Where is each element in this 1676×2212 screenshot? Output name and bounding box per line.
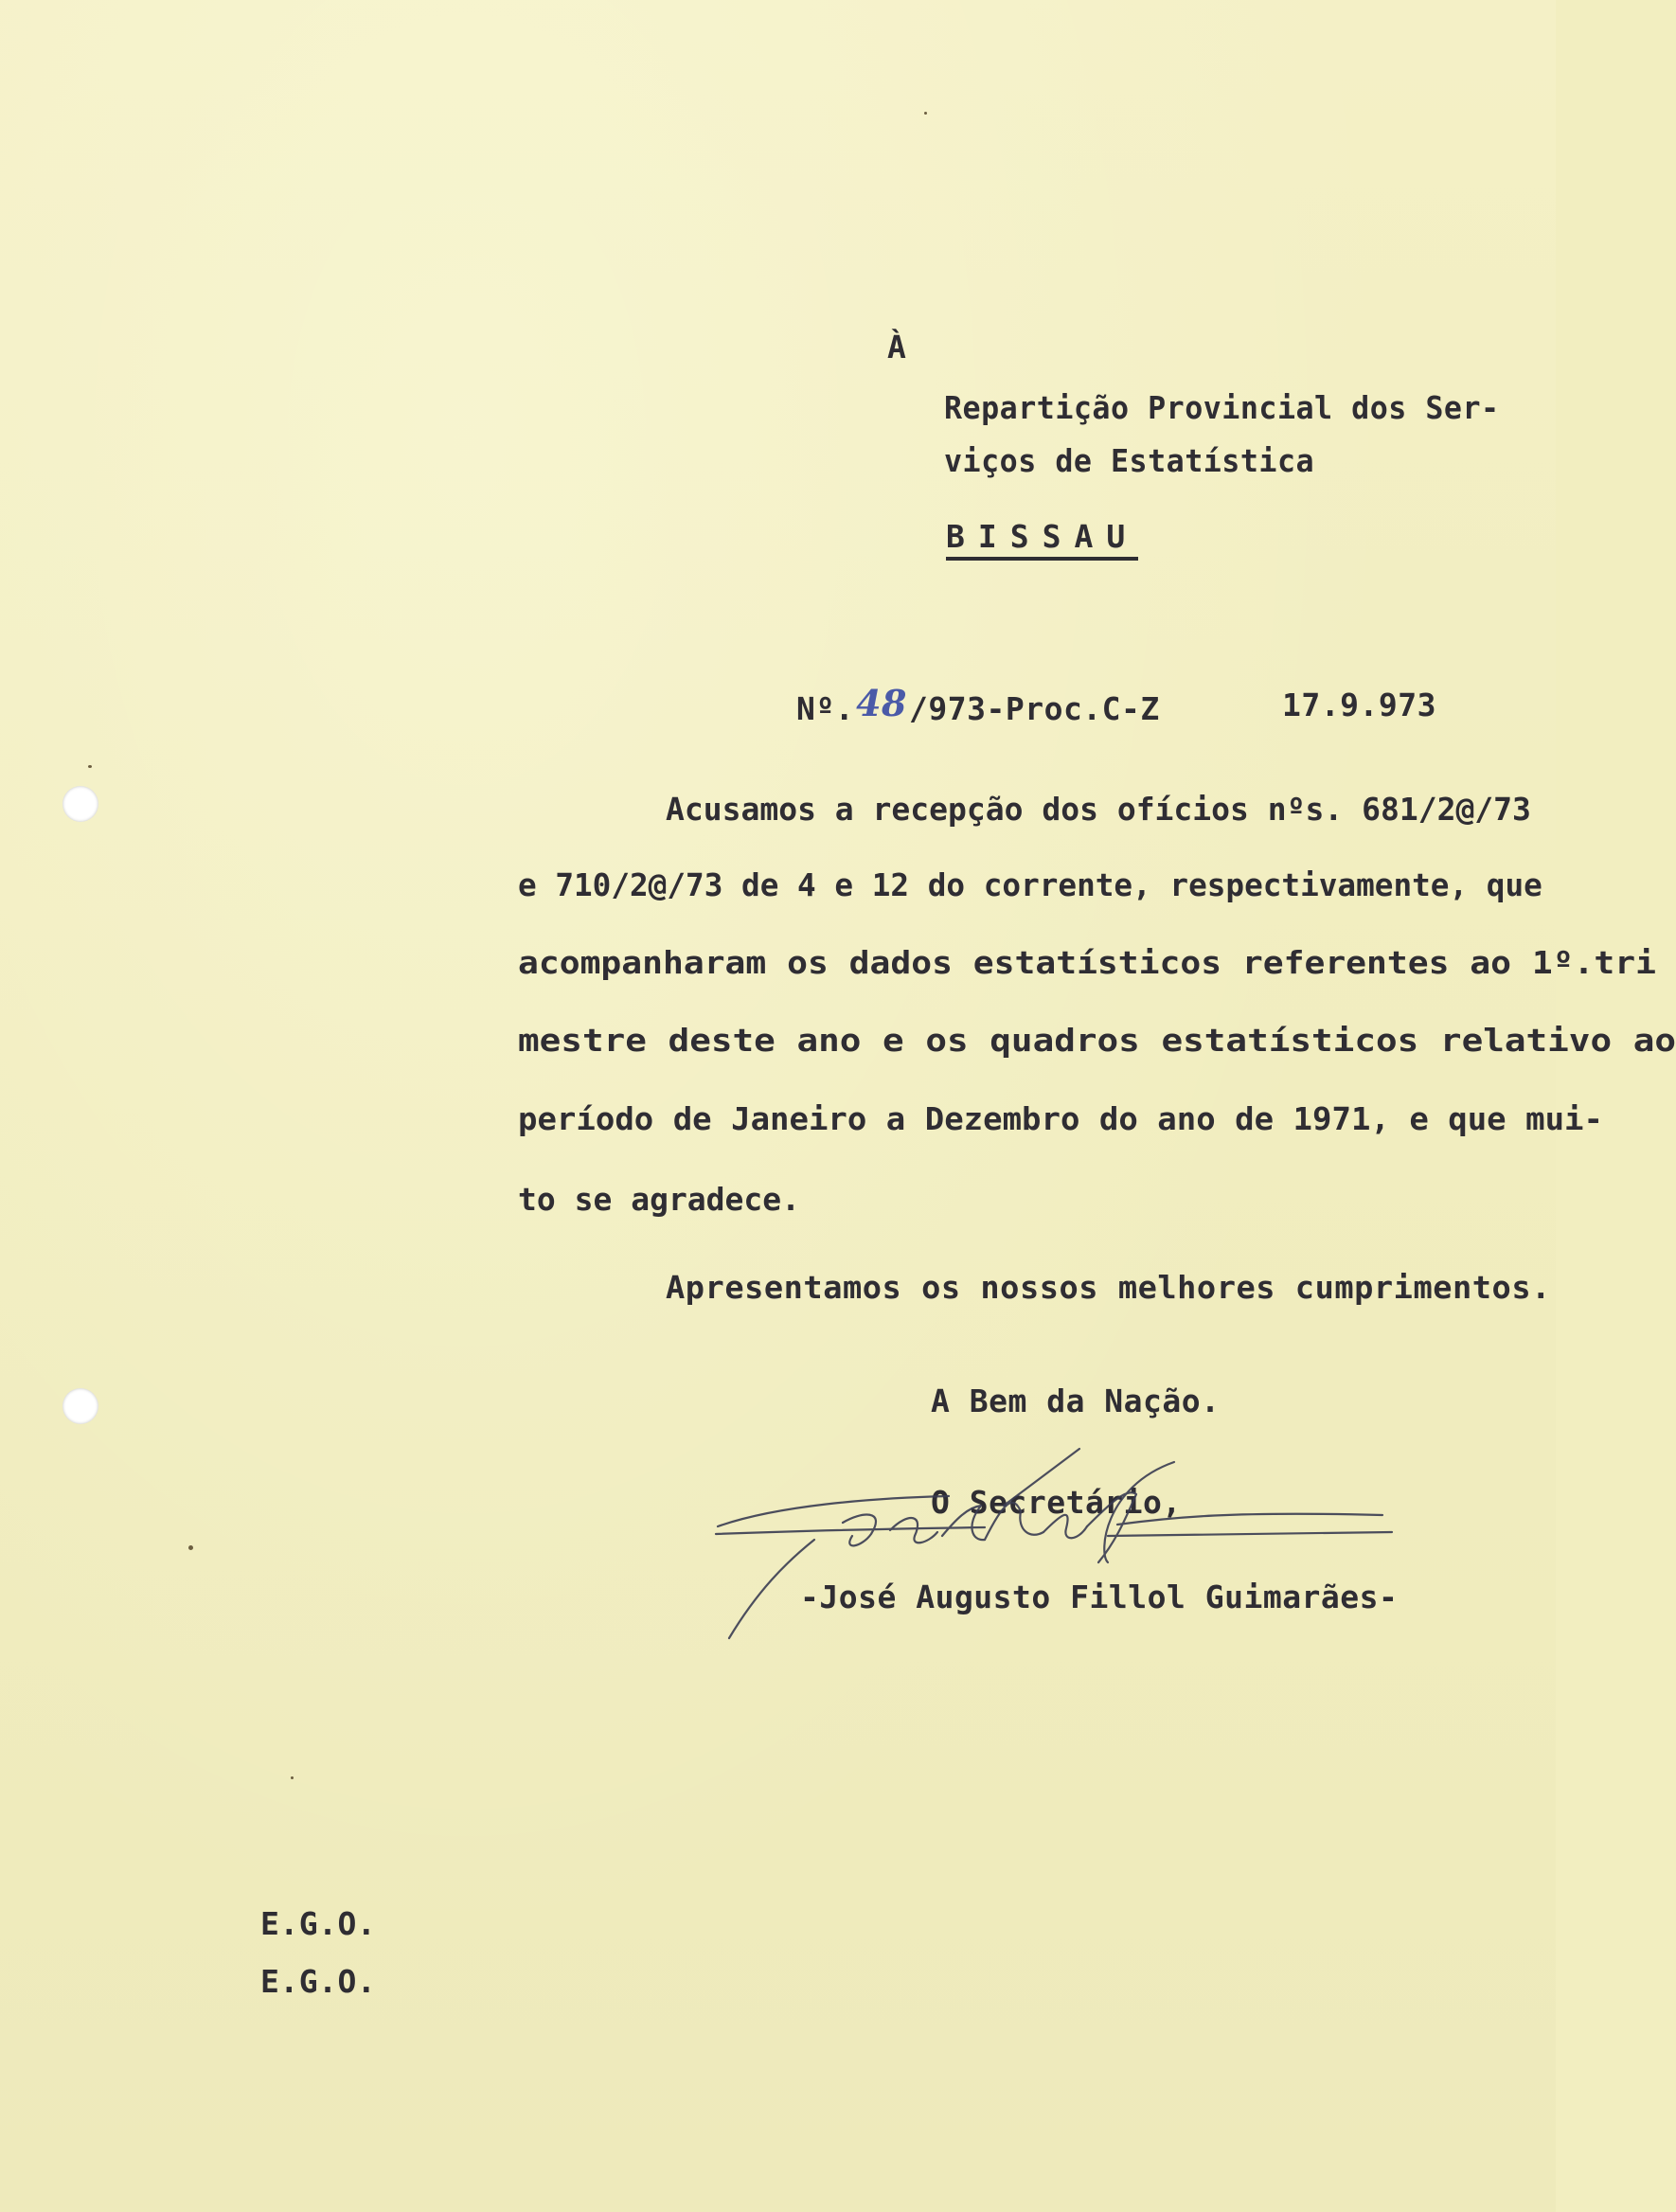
body-text: to se agradece. [518,1181,801,1218]
addressee-line-2: viços de Estatística [944,442,1315,479]
letter-date: 17.9.973 [1282,687,1436,723]
body-line-6 [518,1181,897,1218]
reference-number [796,682,1160,727]
addressee-prefix: À [887,329,907,366]
paper-speck [291,1776,294,1779]
paper-speck [924,112,927,115]
handwritten-signature [701,1449,1401,1657]
punch-hole-top [62,786,98,822]
body-line-4 [518,1022,1676,1059]
addressee-city [946,518,1139,555]
body-text: e 710/2@/73 de 4 e 12 do corrente, respectivamente, que [518,866,1542,903]
handwritten-reference-number: 48 [856,682,907,724]
paper-speck [188,1545,193,1550]
signatory-title: O Secretário, [931,1484,1182,1521]
body-text: acompanharam os dados estatísticos referentes ao 1º.tri [518,944,1657,981]
copy-recipient-2: E.G.O. [260,1963,377,2000]
copy-recipient-1: E.G.O. [260,1905,377,1942]
body-line-2 [518,866,1545,903]
body-text: mestre deste ano e os quadros estatísticos relativo ao [518,1022,1676,1059]
reference-prefix: Nº. [796,690,855,727]
closing-line: Apresentamos os nossos melhores cumprimentos. [666,1269,1551,1306]
signatory-name: -José Augusto Fillol Guimarães- [800,1579,1399,1615]
addressee-line-1: Repartição Provincial dos Ser- [944,389,1500,426]
body-text: período de Janeiro a Dezembro do ano de 1971, e que mui- [518,1100,1603,1137]
paper-speck [88,765,92,768]
punch-hole-bottom [62,1388,98,1424]
city-underlined: BISSAU [946,518,1138,561]
body-line-3 [518,944,1657,981]
salutation: A Bem da Nação. [931,1382,1221,1419]
body-text: Acusamos a recepção dos ofícios nºs. 681/2@/73 [666,791,1531,828]
body-line-5 [518,1100,1603,1137]
body-line-1 [666,791,1531,828]
reference-suffix: /973-Proc.C-Z [909,690,1160,727]
